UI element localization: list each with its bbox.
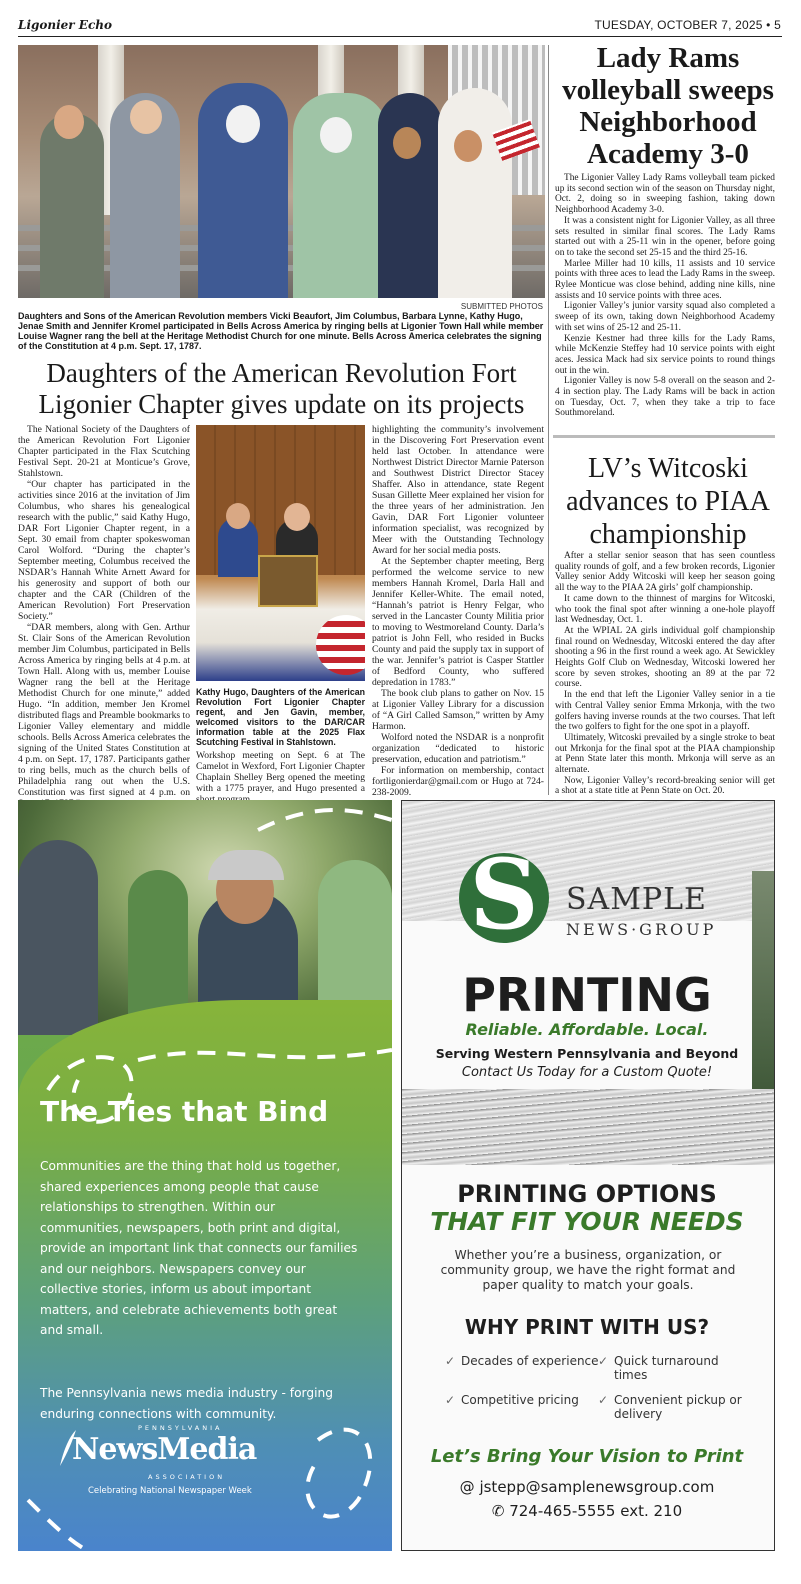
checkmark-icon: ✓ — [445, 1393, 456, 1407]
golf-body — [555, 551, 775, 797]
sample-wordmark: SAMPLE — [566, 882, 707, 917]
contact-line: Contact Us Today for a Custom Quote! — [461, 1065, 713, 1080]
printing-description: Whether you’re a business, organization, or community group, we have the right format and paper quality to match your goals. — [440, 1248, 736, 1292]
pnm-tagline: Celebrating National Newspaper Week — [88, 1486, 252, 1496]
phone-icon: ✆ — [491, 1502, 510, 1520]
volleyball-paragraph: Ligonier Valley is now 5-8 overall on the season and 2-4 in section play. The Lady Rams will be back in action on Tuesday, Oct. 7, when they take a trip to face Southmoreland. — [555, 376, 775, 419]
volleyball-headline: Lady Rams volleyball sweeps Neighborhood Academy 3-0 — [562, 42, 774, 170]
newspaper-name: Ligonier Echo — [18, 18, 112, 32]
golf-paragraph: In the end that left the Ligonier Valley senior in a tie with Central Valley senior Emma Mrkonja, with the two golfers having inverse rounds at the two courses. That left the two golfers to fight for the one spot in a playoff. — [555, 690, 775, 733]
at-icon: @ — [459, 1478, 480, 1496]
newsgroup-wordmark: NEWS·GROUP — [566, 920, 717, 939]
dar-paragraph: For information on membership, contact fortligonierdar@gmail.com or Hugo at 724-238-2009. — [372, 765, 544, 798]
volleyball-paragraph: Ligonier Valley’s junior varsity squad also completed a sweep of its own, taking down Neighborhood Academy with set wins of 25-12 and 25-11. — [555, 301, 775, 333]
pnm-logo: NewsMedia — [72, 1432, 257, 1467]
article-separator — [553, 435, 775, 438]
volleyball-paragraph: The Ligonier Valley Lady Rams volleyball team picked up its second section win of the season on Thursday night, Oct. 2, doing so in sweeping fashion, taking down Neighborhood Academy 3-0. — [555, 173, 775, 216]
phone-contact[interactable]: ✆ 724-465-5555 ext. 210 — [491, 1502, 683, 1520]
checkmark-icon: ✓ — [598, 1354, 609, 1368]
golf-headline: LV’s Witcoski advances to PIAA championship — [566, 453, 770, 550]
dar-column-3 — [372, 424, 544, 798]
volleyball-paragraph: It was a consistent night for Ligonier Valley, as all three sets resulted in similar final scores. The Lady Rams started out with a 25-11 win in the opener, before going on to take the second set 25-15 and the third 25-16. — [555, 215, 775, 258]
bells-across-america-photo — [18, 45, 545, 298]
golf-paragraph: After a stellar senior season that has seen countless quality rounds of golf, and a few broken records, Ligonier Valley senior Addy Witcoski will keep her season going all the way to the PIAA 2A girls’ golf championship. — [555, 551, 775, 594]
golf-paragraph: Ultimately, Witcoski prevailed by a single stroke to beat out Mrkonja for the final spot at the PIAA championship at Penn State later this month. Mrkonja will serve as an alternate. — [555, 732, 775, 776]
serving-line: Serving Western Pennsylvania and Beyond — [435, 1046, 739, 1061]
checkmark-icon: ✓ — [445, 1354, 456, 1368]
ad-body: Communities are the thing that hold us together, shared experiences among people that cause relationships to strengthen. Within our communities, newspapers, both print and digital, provide an important link that connects our families and our neighbors. Newspapers convey our collective stories, inform us about important matters, and celebrate achievements both great and small. — [40, 1159, 358, 1337]
dar-paragraph: At the September chapter meeting, Berg performed the welcome service to new members Hannah Kromel, Darla Hall and Jennifer Keller-White. The email noted, “Hannah’s patriot is Henry Felgar, who served in the Lancaster County Militia prior to moving to Westmoreland County. Darla’s patriot is John Fell, who resided in Bucks County and paid the supply tax in support of the war. Jennifer’s patriot is Casper Stattler of Bedford County, who suffered depredation in 1783.” — [372, 556, 544, 688]
ad-footer: The Pennsylvania news media industry - forging enduring connections with community. — [40, 1386, 333, 1421]
ad-title: The Ties that Bind — [40, 1095, 329, 1128]
benefit-item: ✓ Convenient pickup or delivery — [598, 1393, 742, 1421]
sample-logo-icon: S — [469, 838, 539, 951]
why-print-title: WHY PRINT WITH US? — [464, 1315, 710, 1339]
benefit-item: ✓ Quick turnaround times — [598, 1354, 719, 1382]
dar-paragraph: The National Society of the Daughters of the American Revolution Fort Ligonier Chapter participated in the Flax Scutching Festival Sept. 20-21 at Monticue’s Grove, Stahlstown. — [18, 424, 190, 479]
dar-paragraph: “Our chapter has participated in the activities since 2016 at the invitation of Jim Columbus, who shares his genealogical research with the public,” said Kathy Hugo, DAR Fort Ligonier Chapter regent, in a Sept. 30 email from chapter spokeswoman Carol Wolford. “During the chapter’s September meeting, Columbus received the NSDAR’s Hannah White Arnett Award for his generosity and support of both our chapter and the CAR (Children of the American Revolution) Fort Preservation Society.” — [18, 479, 190, 622]
call-to-action: Let’s Bring Your Vision to Print — [430, 1446, 744, 1467]
golf-paragraph: Now, Ligonier Valley’s record-breaking senior will get a shot at a state title at Penn State on Oct. 20. — [555, 775, 775, 797]
dar-paragraph: Wolford noted the NSDAR is a nonprofit organization “dedicated to historic preservation, education and patriotism.” — [372, 732, 544, 765]
printing-options-subtitle: THAT FIT YOUR NEEDS — [430, 1207, 744, 1236]
header-rule — [18, 36, 782, 37]
column-divider — [548, 45, 549, 795]
page-date: TUESDAY, OCTOBER 7, 2025 • 5 — [594, 18, 781, 32]
email-contact[interactable]: @ jstepp@samplenewsgroup.com — [459, 1478, 715, 1496]
pnm-logo-association: ASSOCIATION — [148, 1473, 226, 1481]
photo-credit: SUBMITTED PHOTOS — [460, 302, 543, 311]
dar-paragraph: The book club plans to gather on Nov. 15 at Ligonier Valley Library for a discussion of “A Girl Called Samson,” written by Amy Harmon. — [372, 688, 544, 732]
dar-headline: Daughters of the American Revolution Fort Ligonier Chapter gives update on its projects — [38, 358, 525, 419]
volleyball-paragraph: Marlee Miller had 10 kills, 11 assists and 10 service points with three aces to lead the Lady Rams in the sweep. Rylee Monticue was close behind, adding nine kills, nine assists and 10 service points with three aces. — [555, 258, 775, 301]
dar-paragraph: “DAR members, along with Gen. Arthur St. Clair Sons of the American Revolution member Jim Columbus, participated in Bells Across America by ringing bells at 4 p.m. at Town Hall. Along with us, member Louise Wagner rang the bell at the Heritage Methodist Church for one minute,” added Hugo. “In addition, member Jen Kromel distributed flags and Preamble bookmarks to Ligonier Valley elementary and middle schools. Bells Across America celebrates the signing of the United States Constitution at 4 p.m. on Sept. 17, 1787. Participants gather to ring bells, much as the church bells of Philadelphia rang out when the U.S. Constitution was first signed at 4 p.m. on — [18, 622, 190, 798]
dar-column-1 — [18, 424, 190, 820]
dar-photo2-caption: Kathy Hugo, Daughters of the American Revolution Fort Ligonier Chapter regent, and Jen Gavin, member, welcomed visitors to the DAR/CAR information table at the 2025 Flax Scutching Festival in Stahlstown. — [196, 687, 365, 747]
pnm-logo-state: PENNSYLVANIA — [138, 1424, 223, 1432]
dar-column-2-tail — [196, 750, 365, 805]
printing-headline: PRINTING — [462, 968, 712, 1022]
golf-paragraph: It came down to the thinnest of margins for Witcoski, who took the final spot after winning a one-hole playoff last Wednesday, Oct. 1. — [555, 593, 775, 626]
dar-paragraph: highlighting the community’s involvement in the Discovering Fort Preservation event held last October. In attendance were Northwest District Director Marnie Paterson and Southwest District Director Stacey Shaffer. Also in attendance, state Regent Susan Gillette Meer explained her vision for the three years of her administration. Jen Gavin, DAR Fort Ligonier volunteer information specialist, was recognized by Meer with the Outstanding Technology Award for her social media posts. — [372, 424, 544, 556]
volleyball-body — [555, 173, 775, 419]
benefit-item: ✓ Decades of experience — [445, 1354, 599, 1368]
golf-paragraph: At the WPIAL 2A girls individual golf championship final round on Wednesday, Witcoski entered the day after shooting a 96 in the first round a week ago. At Sewickley Heights Golf Club on Wednesday, Witcoski lowered her score by seven strokes, shooting an 89 at the par 72 course. — [555, 625, 775, 690]
benefit-item: ✓ Competitive pricing — [445, 1393, 579, 1407]
checkmark-icon: ✓ — [598, 1393, 609, 1407]
printing-options-title: PRINTING OPTIONS — [457, 1180, 717, 1208]
dar-paragraph: Workshop meeting on Sept. 6 at The Camelot in Wexford, Fort Ligonier Chapter Chaplain Shelley Berg opened the meeting with a 1775 prayer, and Hugo presented a — [196, 750, 365, 794]
photo-caption: Daughters and Sons of the American Revolution members Vicki Beaufort, Jim Columbus, Barbara Lynne, Kathy Hugo, Jenae Smith and Jennifer Kromel participated in Bells Across America by ringing bells at Ligonier Town Hall while member Louise Wagner rang the bell at the Heritage Methodist Church for one minute. Bells Across America celebrates the signing of the Constitution at 4 p.m. Sept. 17, 1787. — [18, 311, 544, 351]
dar-info-table-photo — [196, 425, 365, 681]
volleyball-paragraph: Kenzie Kestner had three kills for the Lady Rams, while McKenzie Steffey had 10 service points with eight aces. Jessica Mack had six service points to round things out in the win. — [555, 333, 775, 376]
printing-tagline: Reliable. Affordable. Local. — [465, 1020, 709, 1039]
printed-pages-image — [402, 1089, 774, 1165]
